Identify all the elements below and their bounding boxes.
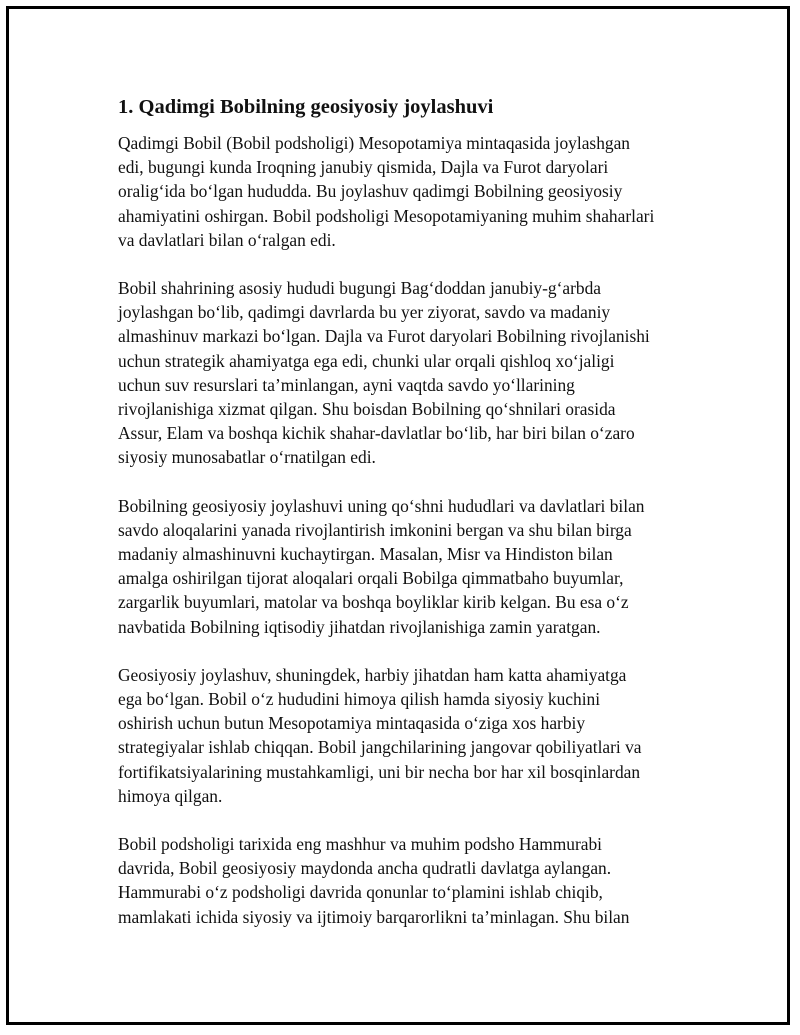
text-line: Bobilning geosiyosiy joylashuvi uning qo‘shni hududlari va davlatlari bilan xyxy=(118,495,645,516)
text-line: Bobil shahrining asosiy hududi bugungi Bag‘doddan janubiy-g‘arbda xyxy=(118,278,602,299)
text-line: madaniy almashinuvni kuchaytirgan. Masalan, Misr va Hindiston bilan xyxy=(118,544,613,565)
paragraph-4 xyxy=(118,663,693,808)
text-line: navbatida Bobilning iqtisodiy jihatdan rivojlanishiga zamin yaratgan. xyxy=(118,616,601,637)
text-line: rivojlanishiga xizmat qilgan. Shu boisdan Bobilning qo‘shnilari orasida xyxy=(118,399,616,420)
text-line: strategiyalar ishlab chiqqan. Bobil jangchilarining jangovar qobiliyatlari va xyxy=(118,737,642,758)
paragraph-1 xyxy=(118,131,693,252)
text-line: zargarlik buyumlari, matolar va boshqa boyliklar kirib kelgan. Bu esa o‘z xyxy=(118,592,629,613)
text-line: Qadimgi Bobil (Bobil podsholigi) Mesopotamiya mintaqasida joylashgan xyxy=(118,133,631,153)
paragraph-2 xyxy=(118,276,693,470)
text-line: almashinuv markazi bo‘lgan. Dajla va Furot daryolari Bobilning rivojlanishi xyxy=(118,326,650,347)
text-line: davrida, Bobil geosiyosiy maydonda ancha qudratli davlatga aylangan. xyxy=(118,858,612,879)
text-line: Assur, Elam va boshqa kichik shahar-davlatlar bo‘lib, har biri bilan o‘zaro xyxy=(118,423,635,444)
text-line: amalga oshirilgan tijorat aloqalari orqali Bobilga qimmatbaho buyumlar, xyxy=(118,568,624,589)
text-line: joylashgan bo‘lib, qadimgi davrlarda bu yer ziyorat, savdo va madaniy xyxy=(118,302,611,323)
text-line: Geosiyosiy joylashuv, shuningdek, harbiy jihatdan ham katta ahamiyatga xyxy=(118,664,627,685)
text-line: ahamiyatini oshirgan. Bobil podsholigi Mesopotamiyaning muhim shaharlari xyxy=(118,205,655,226)
paragraph-3 xyxy=(118,494,693,639)
paragraph-5 xyxy=(118,832,693,929)
text-line: uchun strategik ahamiyatga ega edi, chunki ular orqali qishloq xo‘jaligi xyxy=(118,350,615,371)
text-line: oralig‘ida bo‘lgan hududda. Bu joylashuv qadimgi Bobilning geosiyosiy xyxy=(118,181,623,202)
text-line: va davlatlari bilan o‘ralgan edi. xyxy=(118,229,336,250)
section-heading: 1. Qadimgi Bobilning geosiyosiy joylashuvi xyxy=(118,96,494,118)
text-line: edi, bugungi kunda Iroqning janubiy qismida, Dajla va Furot daryolari xyxy=(118,157,609,178)
text-line: Bobil podsholigi tarixida eng mashhur va muhim podsho Hammurabi xyxy=(118,834,602,855)
text-line: himoya qilgan. xyxy=(118,785,223,806)
text-line: ega bo‘lgan. Bobil o‘z hududini himoya qilish hamda siyosiy kuchini xyxy=(118,689,601,710)
text-line: savdo aloqalarini yanada rivojlantirish imkonini bergan va shu bilan birga xyxy=(118,519,632,540)
text-line: fortifikatsiyalarining mustahkamligi, uni bir necha bor har xil bosqinlardan xyxy=(118,761,641,782)
text-line: mamlakati ichida siyosiy va ijtimoiy barqarorlikni ta’minlagan. Shu bilan xyxy=(118,906,630,927)
document-body xyxy=(118,92,693,953)
text-line: oshirish uchun butun Mesopotamiya mintaqasida o‘ziga xos harbiy xyxy=(118,713,586,734)
text-line: Hammurabi o‘z podsholigi davrida qonunlar to‘plamini ishlab chiqib, xyxy=(118,882,603,903)
text-line: uchun suv resurslari ta’minlangan, ayni vaqtda savdo yo‘llarining xyxy=(118,374,575,395)
text-line: siyosiy munosabatlar o‘rnatilgan edi. xyxy=(118,447,376,468)
